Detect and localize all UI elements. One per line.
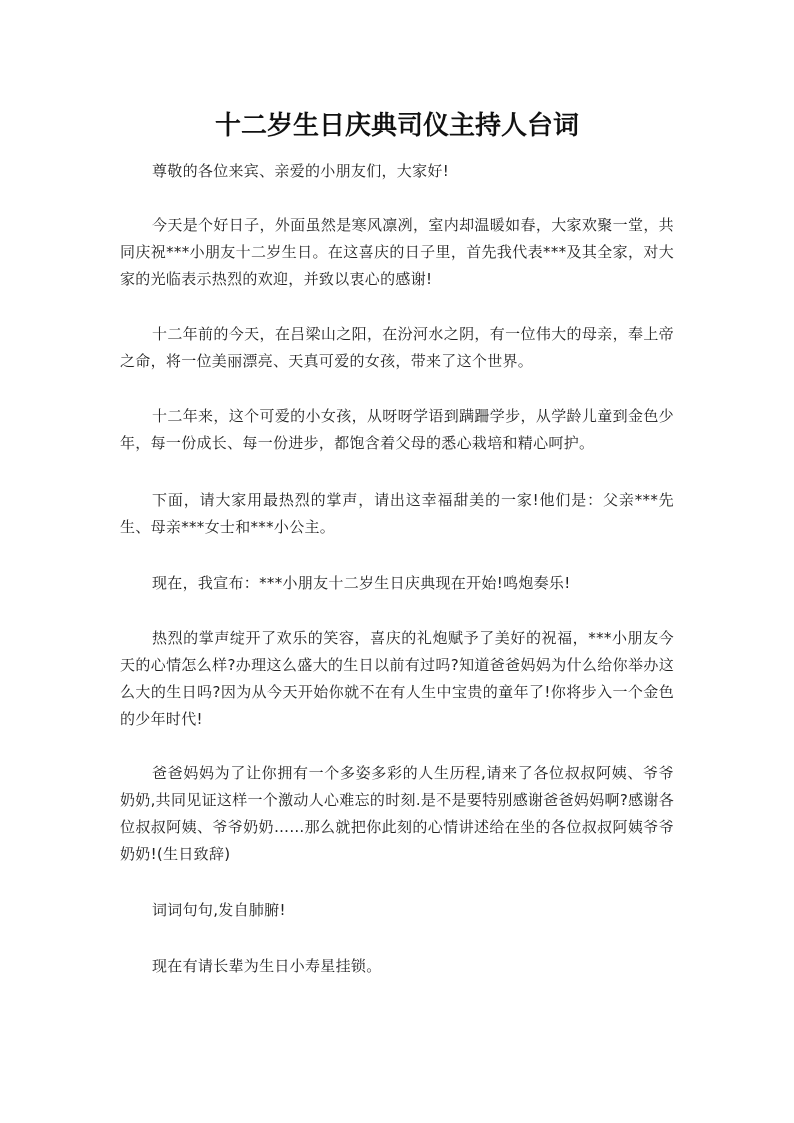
paragraph-opening: 今天是个好日子，外面虽然是寒风凛冽，室内却温暖如春，大家欢聚一堂，共同庆祝***小朋友十二岁生日。在这喜庆的日子里，首先我代表***及其全家，对大家的光临表示热烈的欢迎，并致以衷心的感谢! bbox=[120, 216, 674, 288]
paragraph-lock-ceremony: 现在有请长辈为生日小寿星挂锁。 bbox=[152, 957, 382, 975]
paragraph-announcement: 现在，我宣布：***小朋友十二岁生日庆典现在开始!鸣炮奏乐! bbox=[152, 574, 571, 592]
paragraph-family-intro: 下面，请大家用最热烈的掌声，请出这幸福甜美的一家!他们是：父亲***先生、母亲***女士和***小公主。 bbox=[120, 491, 674, 536]
document-title: 十二岁生日庆典司仪主持人台词 bbox=[214, 111, 579, 141]
paragraph-celebration: 热烈的掌声绽开了欢乐的笑容，喜庆的礼炮赋予了美好的祝福，***小朋友今天的心情怎么样?办理这么盛大的生日以前有过吗?知道爸爸妈妈为什么给你举办这么大的生日吗?因为从今天开始你就不在有人生中宝贵的童年了!你将步入一个金色的少年时代! bbox=[120, 629, 674, 728]
paragraph-heartfelt: 词词句句,发自肺腑! bbox=[152, 901, 286, 919]
paragraph-thanks: 爸爸妈妈为了让你拥有一个多姿多彩的人生历程,请来了各位叔叔阿姨、爷爷奶奶,共同见证这样一个激动人心难忘的时刻.是不是要特别感谢爸爸妈妈啊?感谢各位叔叔阿姨、爷爷奶奶……那么就把你此刻的心情讲述给在坐的各位叔叔阿姨爷爷奶奶!(生日致辞) bbox=[120, 764, 674, 863]
paragraph-birth: 十二年前的今天，在吕梁山之阳，在汾河水之阴，有一位伟大的母亲，奉上帝之命，将一位美丽漂亮、天真可爱的女孩，带来了这个世界。 bbox=[120, 325, 674, 370]
paragraph-greeting: 尊敬的各位来宾、亲爱的小朋友们，大家好! bbox=[152, 162, 450, 180]
paragraph-growth: 十二年来，这个可爱的小女孩，从呀呀学语到蹒跚学步，从学龄儿童到金色少年，每一份成长、每一份进步，都饱含着父母的悉心栽培和精心呵护。 bbox=[120, 407, 674, 452]
